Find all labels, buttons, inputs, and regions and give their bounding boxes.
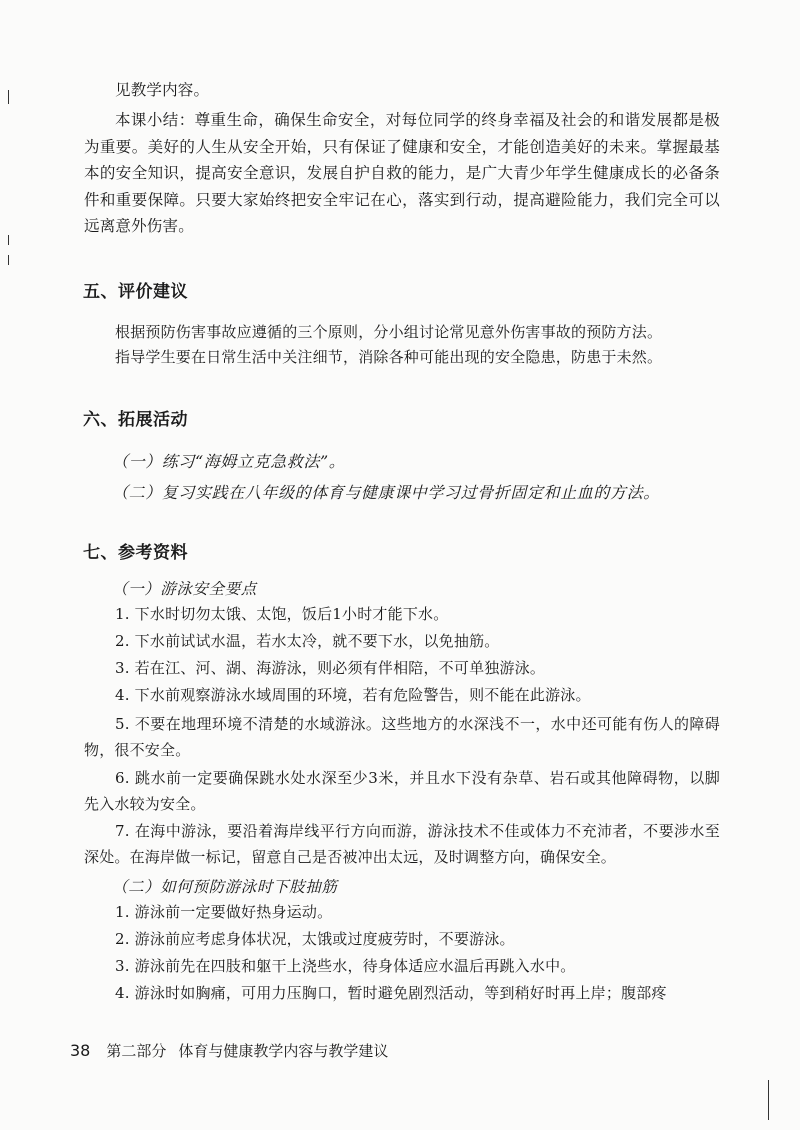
list-item: 1. 下水时切勿太饿、太饱，饭后1小时才能下水。 [115, 605, 449, 623]
section-6-heading: 六、拓展活动 [83, 410, 188, 430]
list-item: 6. 跳水前一定要确保跳水处水深至少3米，并且水下没有杂草、岩石或其他障碍物，以脚先入水较为安全。 [84, 769, 720, 813]
scan-edge-mark [768, 1080, 769, 1120]
footer-title: 体育与健康教学内容与教学建议 [178, 1042, 389, 1060]
section-7-heading: 七、参考资料 [83, 543, 188, 563]
page-footer [70, 1040, 388, 1061]
section-5-line: 根据预防伤害事故应遵循的三个原则，分小组讨论常见意外伤害事故的预防方法。 [115, 323, 663, 341]
subsection-heading: （二）如何预防游泳时下肢抽筋 [112, 878, 338, 896]
section-6-line: （二）复习实践在八年级的体育与健康课中学习过骨折固定和止血的方法。 [112, 483, 660, 502]
list-item: 5. 不要在地理环境不清楚的水域游泳。这些地方的水深浅不一，水中还可能有伤人的障碍物，很不安全。 [84, 715, 720, 759]
scan-edge-mark [8, 235, 9, 245]
section-5-heading: 五、评价建议 [83, 282, 188, 302]
subsection-heading: （一）游泳安全要点 [112, 580, 257, 598]
page-number: 38 [70, 1041, 91, 1060]
scan-edge-mark [8, 255, 9, 265]
intro-line: 见教学内容。 [115, 81, 210, 99]
footer-part-label: 第二部分 [106, 1042, 167, 1060]
list-item: 3. 若在江、河、湖、海游泳，则必须有伴相陪，不可单独游泳。 [115, 659, 546, 677]
list-item: 3. 游泳前先在四肢和躯干上浇些水，待身体适应水温后再跳入水中。 [115, 957, 576, 975]
list-item: 2. 游泳前应考虑身体状况，太饿或过度疲劳时，不要游泳。 [115, 930, 515, 948]
section-6-line: （一）练习“海姆立克急救法”。 [112, 452, 346, 471]
list-item: 4. 下水前观察游泳水域周围的环境，若有危险警告，则不能在此游泳。 [115, 686, 591, 704]
lesson-summary-paragraph: 本课小结：尊重生命，确保生命安全，对每位同学的终身幸福及社会的和谐发展都是极为重要。美好的人生从安全开始，只有保证了健康和安全，才能创造美好的未来。掌握最基本的安全知识，提高安全意识，发展自护自救的能力，是广大青少年学生健康成长的必备条件和重要保障。只要大家始终把安全牢记在心，落实到行动，提高避险能力，我们完全可以远离意外伤害。 [84, 111, 720, 235]
scan-edge-mark [8, 90, 9, 104]
list-item: 2. 下水前试试水温，若水太冷，就不要下水，以免抽筋。 [115, 632, 500, 650]
list-item: 1. 游泳前一定要做好热身运动。 [115, 903, 333, 921]
list-item: 4. 游泳时如胸痛，可用力压胸口，暂时避免剧烈活动，等到稍好时再上岸；腹部疼 [115, 984, 667, 1002]
list-item: 7. 在海中游泳，要沿着海岸线平行方向而游，游泳技术不佳或体力不充沛者，不要涉水至深处。在海岸做一标记，留意自己是否被冲出太远，及时调整方向，确保安全。 [84, 822, 720, 866]
section-5-line: 指导学生要在日常生活中关注细节，消除各种可能出现的安全隐患，防患于未然。 [115, 348, 663, 366]
